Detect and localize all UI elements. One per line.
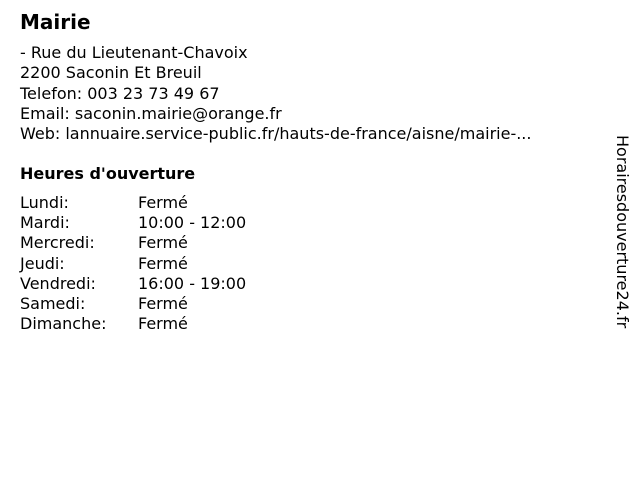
- web-line[interactable]: Web: lannuaire.service-public.fr/hauts-de-france/aisne/mairie-...: [20, 124, 532, 144]
- hours-row-dimanche: [20, 314, 246, 334]
- time-value: Fermé: [138, 233, 188, 253]
- day-label: Dimanche:: [20, 314, 107, 334]
- day-label: Jeudi:: [20, 253, 65, 273]
- hours-title: Heures d'ouverture: [20, 164, 196, 183]
- day-label: Vendredi:: [20, 273, 96, 293]
- email-line[interactable]: Email: saconin.mairie@orange.fr: [20, 103, 282, 123]
- hours-row-jeudi: [20, 254, 246, 274]
- hours-row-mardi: [20, 213, 246, 233]
- page-title: Mairie: [20, 10, 91, 34]
- street-line: - Rue du Lieutenant-Chavoix: [20, 43, 248, 62]
- address-block: [20, 43, 531, 144]
- city-line: 2200 Saconin Et Breuil: [20, 63, 202, 83]
- time-value: Fermé: [138, 253, 188, 273]
- time-value: Fermé: [138, 293, 188, 313]
- time-value: 16:00 - 19:00: [138, 273, 247, 293]
- day-label: Samedi:: [20, 293, 86, 313]
- hours-row-vendredi: [20, 274, 246, 294]
- time-value: Fermé: [138, 193, 188, 212]
- time-value: Fermé: [138, 314, 188, 334]
- day-label: Lundi:: [20, 193, 69, 212]
- hours-table: [20, 193, 246, 334]
- hours-row-lundi: [20, 193, 246, 213]
- time-value: 10:00 - 12:00: [138, 213, 247, 233]
- day-label: Mardi:: [20, 213, 70, 233]
- phone-line[interactable]: Telefon: 003 23 73 49 67: [20, 83, 220, 103]
- hours-row-samedi: [20, 294, 246, 314]
- brand-vertical-text: Horairesdouverture24.fr: [613, 135, 632, 329]
- day-label: Mercredi:: [20, 233, 95, 253]
- hours-row-mercredi: [20, 233, 246, 253]
